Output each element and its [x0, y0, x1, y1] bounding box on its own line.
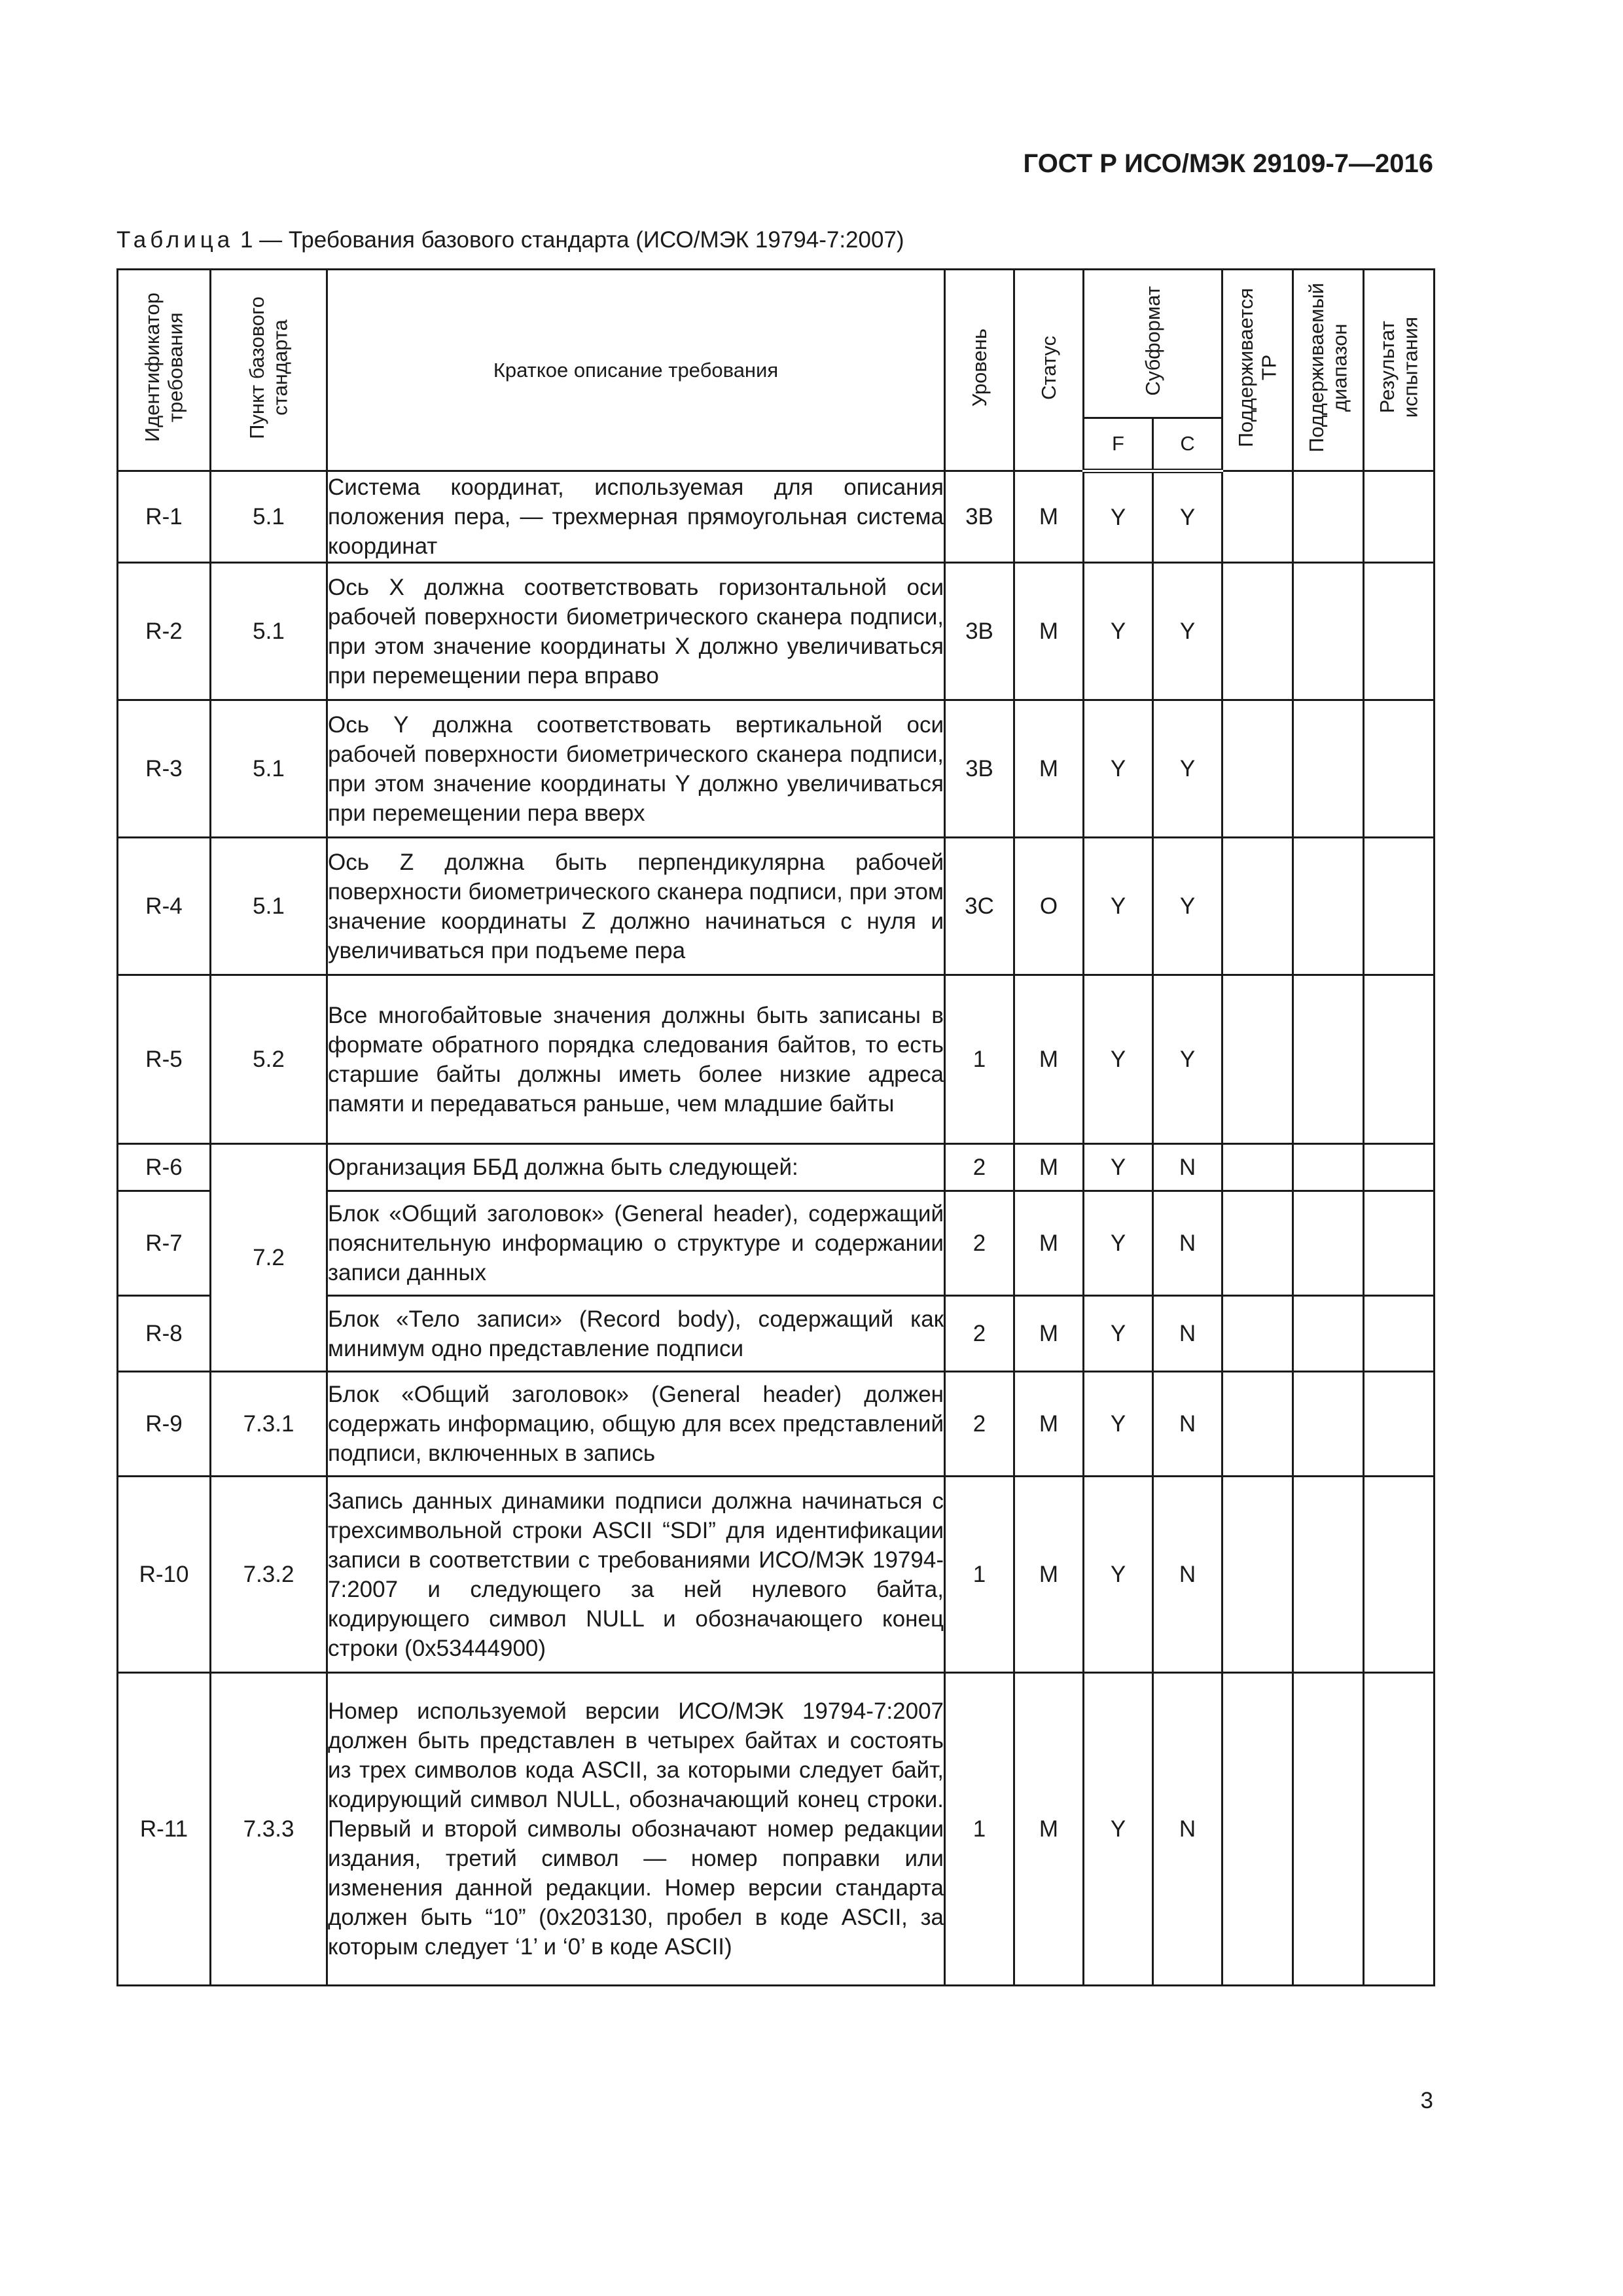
row-status: M: [1014, 1191, 1084, 1296]
header-description: Краткое описание требования: [327, 270, 945, 471]
row-clause: 7.3.2: [211, 1477, 327, 1673]
row-status: M: [1014, 1296, 1084, 1372]
row-level: 2: [945, 1296, 1014, 1372]
table-row: [118, 1477, 1435, 1673]
row-subformat-f: Y: [1084, 838, 1153, 975]
row-supported: [1222, 1372, 1293, 1477]
row-subformat-c: Y: [1153, 975, 1222, 1144]
row-range: [1293, 838, 1364, 975]
row-description: Ось Z должна быть перпендикулярна рабочей поверхности биометрического сканера подписи, при этом значение координаты Z должно начинаться с нуля и увеличиваться при подъеме пера: [327, 838, 945, 975]
row-result: [1364, 1144, 1435, 1191]
table-caption-label: Таблица: [116, 227, 234, 253]
table-row: [118, 1673, 1435, 1986]
row-level: 1: [945, 1673, 1014, 1986]
row-status: M: [1014, 975, 1084, 1144]
row-clause: 5.2: [211, 975, 327, 1144]
row-subformat-f: Y: [1084, 1372, 1153, 1477]
row-supported: [1222, 1191, 1293, 1296]
row-subformat-f: Y: [1084, 1144, 1153, 1191]
row-subformat-f: Y: [1084, 1477, 1153, 1673]
table-row: [118, 1144, 1435, 1191]
row-status: M: [1014, 1673, 1084, 1986]
row-range: [1293, 1372, 1364, 1477]
row-id: R-9: [118, 1372, 211, 1477]
row-subformat-c: N: [1153, 1372, 1222, 1477]
row-clause: 7.3.3: [211, 1673, 327, 1986]
document-id: ГОСТ Р ИСО/МЭК 29109-7—2016: [1023, 149, 1433, 178]
row-status: O: [1014, 838, 1084, 975]
row-status: M: [1014, 471, 1084, 563]
header-range: Поддерживаемый диапазон: [1293, 270, 1364, 471]
row-id: R-3: [118, 700, 211, 838]
row-clause: 5.1: [211, 838, 327, 975]
row-subformat-c: N: [1153, 1144, 1222, 1191]
table-caption: [116, 227, 904, 253]
row-id: R-6: [118, 1144, 211, 1191]
table-row: [118, 563, 1435, 700]
row-level: 1: [945, 1477, 1014, 1673]
row-id: R-11: [118, 1673, 211, 1986]
row-result: [1364, 1372, 1435, 1477]
header-supported: Поддерживается ТР: [1222, 270, 1293, 471]
row-result: [1364, 471, 1435, 563]
row-id: R-5: [118, 975, 211, 1144]
row-supported: [1222, 563, 1293, 700]
row-status: M: [1014, 1477, 1084, 1673]
row-status: M: [1014, 1372, 1084, 1477]
row-result: [1364, 975, 1435, 1144]
row-id: R-10: [118, 1477, 211, 1673]
row-clause: 7.3.1: [211, 1372, 327, 1477]
row-status: M: [1014, 700, 1084, 838]
row-subformat-c: N: [1153, 1191, 1222, 1296]
row-description: Блок «Тело записи» (Record body), содержащий как минимум одно представление подписи: [327, 1296, 945, 1372]
row-range: [1293, 1144, 1364, 1191]
row-supported: [1222, 1296, 1293, 1372]
header-level: Уровень: [945, 270, 1014, 471]
row-subformat-c: Y: [1153, 563, 1222, 700]
row-description: Блок «Общий заголовок» (General header) должен содержать информацию, общую для всех представлений подписи, включенных в запись: [327, 1372, 945, 1477]
requirements-table: [116, 268, 1435, 1986]
row-id: R-4: [118, 838, 211, 975]
row-description: Ось Y должна соответствовать вертикальной оси рабочей поверхности биометрического сканера подписи, при этом значение координаты Y должно увеличиваться при перемещении пера вверх: [327, 700, 945, 838]
row-subformat-f: Y: [1084, 975, 1153, 1144]
header-subformat: Субформат: [1084, 270, 1222, 418]
header-clause: Пункт базового стандарта: [211, 270, 327, 471]
row-status: M: [1014, 1144, 1084, 1191]
row-clause: 7.2: [211, 1144, 327, 1372]
row-id: R-7: [118, 1191, 211, 1296]
row-subformat-c: N: [1153, 1477, 1222, 1673]
row-level: 3B: [945, 700, 1014, 838]
row-level: 3C: [945, 838, 1014, 975]
row-level: 3B: [945, 471, 1014, 563]
row-range: [1293, 1191, 1364, 1296]
table-row: [118, 975, 1435, 1144]
row-supported: [1222, 471, 1293, 563]
row-clause: 5.1: [211, 471, 327, 563]
row-subformat-f: Y: [1084, 563, 1153, 700]
row-supported: [1222, 1477, 1293, 1673]
table-row: [118, 471, 1435, 563]
row-description: Блок «Общий заголовок» (General header), содержащий пояснительную информацию о структуре и содержании записи данных: [327, 1191, 945, 1296]
header-status: Статус: [1014, 270, 1084, 471]
row-range: [1293, 471, 1364, 563]
row-level: 2: [945, 1372, 1014, 1477]
row-result: [1364, 1673, 1435, 1986]
row-range: [1293, 975, 1364, 1144]
row-result: [1364, 1191, 1435, 1296]
row-subformat-f: Y: [1084, 1191, 1153, 1296]
row-subformat-c: Y: [1153, 700, 1222, 838]
row-subformat-c: Y: [1153, 471, 1222, 563]
row-range: [1293, 1477, 1364, 1673]
row-result: [1364, 838, 1435, 975]
row-subformat-f: Y: [1084, 471, 1153, 563]
row-range: [1293, 1296, 1364, 1372]
row-result: [1364, 700, 1435, 838]
table-caption-text: 1 — Требования базового стандарта (ИСО/МЭК 19794-7:2007): [240, 227, 904, 253]
header-subformat-c: C: [1153, 418, 1222, 471]
table-row: [118, 838, 1435, 975]
row-result: [1364, 1296, 1435, 1372]
row-result: [1364, 1477, 1435, 1673]
row-clause: 5.1: [211, 563, 327, 700]
row-result: [1364, 563, 1435, 700]
row-range: [1293, 700, 1364, 838]
row-level: 2: [945, 1144, 1014, 1191]
row-description: Организация ББД должна быть следующей:: [327, 1144, 945, 1191]
page-number: 3: [1420, 2088, 1433, 2113]
row-range: [1293, 1673, 1364, 1986]
row-supported: [1222, 975, 1293, 1144]
table-row: [118, 700, 1435, 838]
row-level: 2: [945, 1191, 1014, 1296]
row-supported: [1222, 838, 1293, 975]
row-subformat-f: Y: [1084, 700, 1153, 838]
row-clause: 5.1: [211, 700, 327, 838]
header-subformat-f: F: [1084, 418, 1153, 471]
row-supported: [1222, 1144, 1293, 1191]
row-level: 3B: [945, 563, 1014, 700]
row-id: R-8: [118, 1296, 211, 1372]
row-description: Система координат, используемая для описания положения пера, — трехмерная прямоугольная система координат: [327, 471, 945, 563]
row-supported: [1222, 700, 1293, 838]
row-subformat-c: Y: [1153, 838, 1222, 975]
row-range: [1293, 563, 1364, 700]
header-result: Результат испытания: [1364, 270, 1435, 471]
row-subformat-c: N: [1153, 1673, 1222, 1986]
row-description: Запись данных динамики подписи должна начинаться с трехсимвольной строки ASCII “SDI” для идентификации записи в соответствии с требованиями ИСО/МЭК 19794-7:2007 и следующего за ней нулевого байта, кодирующего символ NULL и обозначающего конец строки (0x53444900): [327, 1477, 945, 1673]
row-id: R-2: [118, 563, 211, 700]
row-subformat-f: Y: [1084, 1296, 1153, 1372]
row-level: 1: [945, 975, 1014, 1144]
table-row: [118, 1372, 1435, 1477]
row-subformat-c: N: [1153, 1296, 1222, 1372]
row-supported: [1222, 1673, 1293, 1986]
row-description: Все многобайтовые значения должны быть записаны в формате обратного порядка следования байтов, то есть старшие байты должны иметь более низкие адреса памяти и передаваться раньше, чем младшие байты: [327, 975, 945, 1144]
row-id: R-1: [118, 471, 211, 563]
row-description: Номер используемой версии ИСО/МЭК 19794-7:2007 должен быть представлен в четырех байтах и состоять из трех символов кода ASCII, за которыми следует байт, кодирующий символ NULL, обозначающий конец строки. Первый и второй символы обозначают номер редакции издания, третий символ — номер поправки или изменения данной редакции. Номер версии стандарта должен быть “10” (0x203130, пробел в коде ASCII, за которым следует ‘1’ и ‘0’ в коде ASCII): [327, 1673, 945, 1986]
row-description: Ось X должна соответствовать горизонтальной оси рабочей поверхности биометрического сканера подписи, при этом значение координаты X должно увеличиваться при перемещении пера вправо: [327, 563, 945, 700]
row-subformat-f: Y: [1084, 1673, 1153, 1986]
row-status: M: [1014, 563, 1084, 700]
header-id: Идентификатор требования: [118, 270, 211, 471]
